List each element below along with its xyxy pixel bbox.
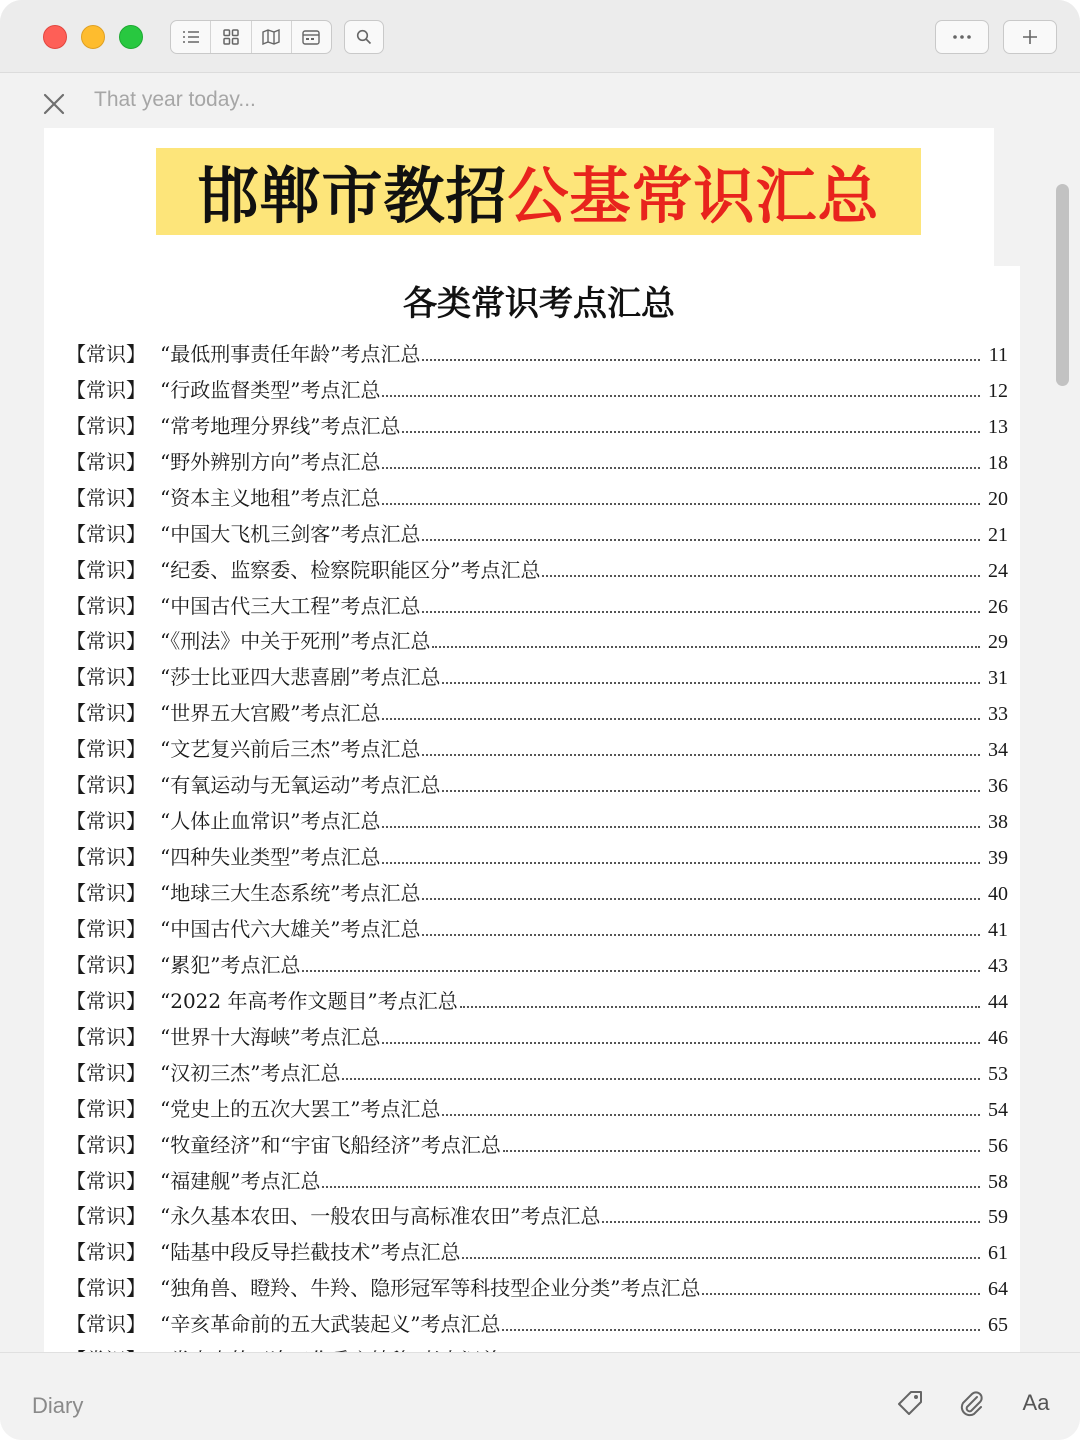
document-subtitle: 各类常识考点汇总 bbox=[403, 284, 675, 324]
toc-page-number: 54 bbox=[988, 1098, 1008, 1121]
toc-title: “永久基本农田、一般农田与高标准农田”考点汇总 bbox=[160, 1204, 601, 1229]
document-banner bbox=[156, 148, 921, 235]
toc-tag: 【常识】 bbox=[66, 1096, 146, 1121]
toc-row bbox=[66, 906, 1008, 942]
toc-leader bbox=[422, 898, 980, 900]
toc-leader bbox=[422, 754, 980, 756]
toc-leader bbox=[382, 503, 980, 505]
toc-row bbox=[66, 1265, 1008, 1301]
toc-tag: 【常识】 bbox=[66, 629, 146, 654]
toc-leader bbox=[602, 1221, 980, 1223]
banner-title-black: 邯郸市教招 bbox=[197, 161, 508, 232]
toc-row bbox=[66, 439, 1008, 475]
toc-row bbox=[66, 942, 1008, 978]
toc-title: “常考地理分界线”考点汇总 bbox=[160, 413, 401, 438]
toc-row bbox=[66, 690, 1008, 726]
toc-page-number: 64 bbox=[988, 1278, 1008, 1301]
grid-view-icon bbox=[223, 29, 239, 45]
toc-leader bbox=[422, 611, 980, 613]
toc-row bbox=[66, 834, 1008, 870]
toc-row bbox=[66, 1194, 1008, 1230]
banner-title-red: 公基常识汇总 bbox=[507, 161, 880, 232]
toc-page-number: 53 bbox=[988, 1062, 1008, 1085]
toc-title: “辛亥革命前的五大武装起义”考点汇总 bbox=[160, 1312, 501, 1337]
grid-view-button[interactable] bbox=[211, 21, 251, 53]
toc-tag: 【常识】 bbox=[66, 845, 146, 870]
paperclip-icon bbox=[957, 1389, 985, 1417]
toc-row bbox=[66, 978, 1008, 1014]
calendar-view-button[interactable] bbox=[292, 21, 331, 53]
toc-tag: 【常识】 bbox=[66, 1204, 146, 1229]
toc-page-number: 40 bbox=[988, 883, 1008, 905]
toc-row bbox=[66, 583, 1008, 619]
toc-title: “莎士比亚四大悲喜剧”考点汇总 bbox=[160, 665, 441, 690]
attach-button[interactable] bbox=[956, 1388, 986, 1418]
toc-page-number: 41 bbox=[988, 918, 1008, 941]
toc-tag: 【常识】 bbox=[66, 737, 146, 762]
toc-tag: 【常识】 bbox=[66, 341, 146, 366]
toc-title: “四种失业类型”考点汇总 bbox=[160, 845, 381, 870]
toc-row bbox=[66, 798, 1008, 834]
toc-title: “中国大飞机三剑客”考点汇总 bbox=[160, 521, 421, 546]
toc-page-number: 36 bbox=[988, 775, 1008, 798]
toc-leader bbox=[462, 1257, 980, 1259]
toc-title: “累犯”考点汇总 bbox=[160, 952, 301, 977]
calendar-view-icon bbox=[302, 29, 320, 45]
toc-leader bbox=[442, 682, 980, 684]
toc-tag: 【常识】 bbox=[66, 521, 146, 546]
toc-row bbox=[66, 1301, 1008, 1337]
toc-tag: 【常识】 bbox=[66, 952, 146, 977]
toc-tag: 【常识】 bbox=[66, 1276, 146, 1301]
toc-tag: 【常识】 bbox=[66, 593, 146, 618]
map-view-button[interactable] bbox=[252, 21, 292, 53]
toc-page-number: 34 bbox=[988, 739, 1008, 762]
zoom-window-button[interactable] bbox=[119, 25, 143, 49]
add-entry-button[interactable] bbox=[1003, 20, 1057, 54]
text-format-button[interactable]: Aa bbox=[1022, 1390, 1050, 1415]
toc-leader bbox=[382, 862, 980, 864]
close-window-button[interactable] bbox=[43, 25, 67, 49]
toc-leader bbox=[442, 1114, 980, 1116]
toc-leader bbox=[382, 718, 980, 720]
toc-tag: 【常识】 bbox=[66, 988, 146, 1013]
search-icon bbox=[356, 29, 372, 45]
toc-page-number: 38 bbox=[988, 811, 1008, 834]
toc-leader bbox=[342, 1078, 980, 1080]
toc-row bbox=[66, 511, 1008, 547]
toc-row bbox=[66, 367, 1008, 403]
tag-button[interactable] bbox=[895, 1388, 925, 1418]
toc-title: “有氧运动与无氧运动”考点汇总 bbox=[160, 773, 441, 798]
list-view-icon bbox=[182, 29, 200, 45]
toc-leader bbox=[382, 395, 980, 397]
toc-row bbox=[66, 654, 1008, 690]
toc-title: “2022 年高考作文题目”考点汇总 bbox=[160, 988, 458, 1013]
toc-tag: 【常识】 bbox=[66, 701, 146, 726]
tag-icon bbox=[896, 1389, 924, 1417]
toc-tag: 【常识】 bbox=[66, 916, 146, 941]
toc-title: “中国古代六大雄关”考点汇总 bbox=[160, 916, 421, 941]
toc-page-number: 18 bbox=[988, 451, 1008, 474]
toc-page-number: 11 bbox=[988, 343, 1008, 366]
toc-page-number: 61 bbox=[988, 1242, 1008, 1265]
toc-row bbox=[66, 403, 1008, 439]
toc-page-number: 46 bbox=[988, 1026, 1008, 1049]
toc-tag: 【常识】 bbox=[66, 1132, 146, 1157]
toc-row bbox=[66, 762, 1008, 798]
toc-page-number: 21 bbox=[988, 523, 1008, 546]
more-button[interactable] bbox=[935, 20, 989, 54]
toc-title: “纪委、监察委、检察院职能区分”考点汇总 bbox=[160, 557, 541, 582]
toc-leader bbox=[322, 1186, 980, 1188]
toc-tag: 【常识】 bbox=[66, 1060, 146, 1085]
toc-page-number: 39 bbox=[988, 847, 1008, 870]
journal-selector[interactable]: Diary bbox=[32, 1393, 84, 1418]
close-entry-button[interactable] bbox=[40, 90, 68, 118]
toc-tag: 【常识】 bbox=[66, 377, 146, 402]
toc-leader bbox=[432, 646, 980, 648]
toc-row bbox=[66, 331, 1008, 367]
toc-page-number: 29 bbox=[988, 631, 1008, 654]
toc-leader bbox=[502, 1329, 980, 1331]
toc-title: “陆基中段反导拦截技术”考点汇总 bbox=[160, 1240, 461, 1265]
toc-title: “资本主义地租”考点汇总 bbox=[160, 485, 381, 510]
toc-title: “野外辨别方向”考点汇总 bbox=[160, 449, 381, 474]
toc-title: “中国古代三大工程”考点汇总 bbox=[160, 593, 421, 618]
toc-tag: 【常识】 bbox=[66, 1168, 146, 1193]
add-icon bbox=[1021, 28, 1039, 46]
toc-tag: 【常识】 bbox=[66, 413, 146, 438]
toc-tag: 【常识】 bbox=[66, 449, 146, 474]
toc-row bbox=[66, 726, 1008, 762]
toc-row bbox=[66, 1014, 1008, 1050]
toc-tag: 【常识】 bbox=[66, 1024, 146, 1049]
toc-title: “《刑法》中关于死刑”考点汇总 bbox=[160, 629, 431, 654]
toc-tag: 【常识】 bbox=[66, 665, 146, 690]
toc-title: “汉初三杰”考点汇总 bbox=[160, 1060, 341, 1085]
toc-page-number: 44 bbox=[988, 990, 1008, 1013]
toc-title: “福建舰”考点汇总 bbox=[160, 1168, 321, 1193]
toc-tag: 【常识】 bbox=[66, 773, 146, 798]
toc-tag: 【常识】 bbox=[66, 557, 146, 582]
toc-title: “人体止血常识”考点汇总 bbox=[160, 809, 381, 834]
toc-title: “最低刑事责任年龄”考点汇总 bbox=[160, 341, 421, 366]
toc-title: “独角兽、瞪羚、牛羚、隐形冠军等科技型企业分类”考点汇总 bbox=[160, 1276, 701, 1301]
toc-title: “文艺复兴前后三杰”考点汇总 bbox=[160, 737, 421, 762]
toc-page-number: 31 bbox=[988, 667, 1008, 690]
minimize-window-button[interactable] bbox=[81, 25, 105, 49]
toc-row bbox=[66, 1158, 1008, 1194]
toc-page-number: 24 bbox=[988, 559, 1008, 582]
toc-leader bbox=[382, 1042, 980, 1044]
close-icon bbox=[42, 92, 66, 116]
toc-row bbox=[66, 1086, 1008, 1122]
toc-tag: 【常识】 bbox=[66, 881, 146, 905]
entry-title[interactable]: That year today... bbox=[94, 88, 256, 111]
title-bar bbox=[0, 0, 1080, 73]
vertical-scrollbar[interactable] bbox=[1056, 184, 1069, 386]
table-of-contents bbox=[66, 331, 1008, 1373]
toc-page-number: 20 bbox=[988, 487, 1008, 510]
toc-tag: 【常识】 bbox=[66, 1312, 146, 1337]
toc-row bbox=[66, 475, 1008, 511]
toc-page-number: 65 bbox=[988, 1314, 1008, 1337]
toc-leader bbox=[422, 539, 980, 541]
toc-tag: 【常识】 bbox=[66, 809, 146, 834]
toc-page-number: 43 bbox=[988, 954, 1008, 977]
toc-leader bbox=[442, 790, 980, 792]
toc-row bbox=[66, 547, 1008, 583]
toc-leader bbox=[422, 934, 980, 936]
toc-title: “行政监督类型”考点汇总 bbox=[160, 377, 381, 402]
toc-title: “世界五大宫殿”考点汇总 bbox=[160, 701, 381, 726]
toc-page-number: 59 bbox=[988, 1206, 1008, 1229]
toc-row bbox=[66, 1122, 1008, 1158]
toc-page-number: 56 bbox=[988, 1134, 1008, 1157]
toc-row bbox=[66, 870, 1008, 906]
toc-page-number: 26 bbox=[988, 595, 1008, 618]
toc-title: “党史上的五次大罢工”考点汇总 bbox=[160, 1096, 441, 1121]
search-button[interactable] bbox=[344, 20, 384, 54]
list-view-button[interactable] bbox=[171, 21, 211, 53]
toc-row bbox=[66, 1050, 1008, 1086]
toc-row bbox=[66, 619, 1008, 655]
toc-title: “地球三大生态系统”考点汇总 bbox=[160, 881, 421, 905]
toc-title: “牧童经济”和“宇宙飞船经济”考点汇总 bbox=[160, 1132, 501, 1157]
toc-leader bbox=[402, 431, 980, 433]
toc-page-number: 12 bbox=[988, 379, 1008, 402]
toc-page-number: 13 bbox=[988, 415, 1008, 438]
toc-leader bbox=[422, 359, 980, 361]
map-view-icon bbox=[262, 29, 280, 45]
toc-leader bbox=[382, 467, 980, 469]
view-mode-switcher bbox=[170, 20, 332, 54]
toc-page-number: 33 bbox=[988, 703, 1008, 726]
toc-leader bbox=[302, 970, 980, 972]
toc-title: “世界十大海峡”考点汇总 bbox=[160, 1024, 381, 1049]
toc-leader bbox=[503, 1150, 980, 1152]
toc-tag: 【常识】 bbox=[66, 1240, 146, 1265]
more-icon bbox=[952, 34, 972, 40]
toc-leader bbox=[382, 826, 980, 828]
toc-tag: 【常识】 bbox=[66, 485, 146, 510]
toc-page-number: 58 bbox=[988, 1170, 1008, 1193]
toc-row bbox=[66, 1229, 1008, 1265]
toc-leader bbox=[542, 575, 980, 577]
toc-leader bbox=[460, 1006, 980, 1008]
toc-leader bbox=[702, 1293, 980, 1295]
